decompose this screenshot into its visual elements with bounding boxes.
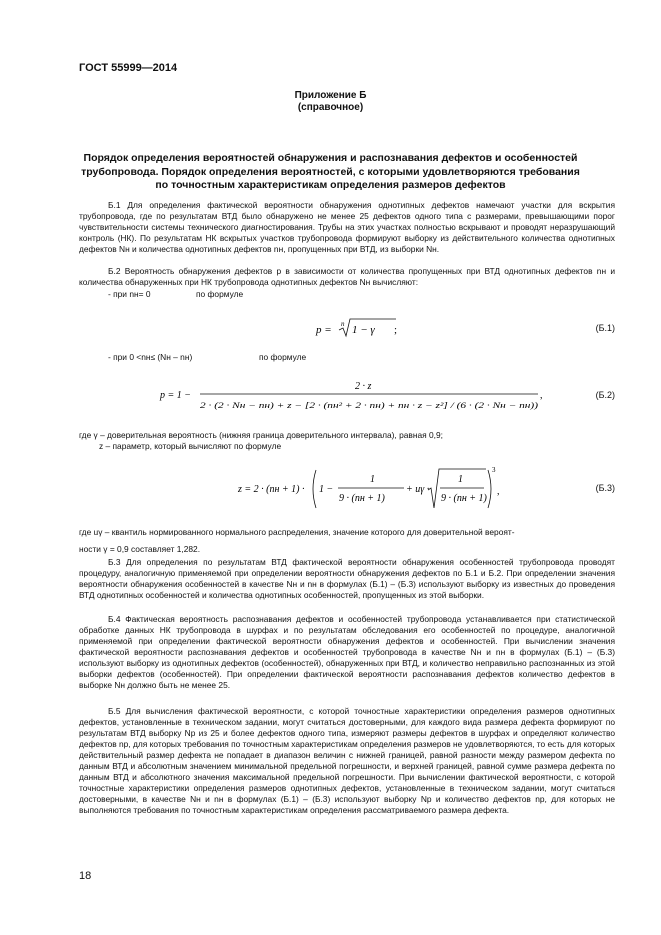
formula-b3-frac2-den: 9 · (nн + 1) <box>441 493 487 504</box>
formula-b3-frac1-den: 9 · (nн + 1) <box>339 493 385 504</box>
where-u-line1: где uγ – квантиль нормированного нормального распределения, значение которого для доверительной вероят- <box>79 527 515 537</box>
formula-b3-lhs: z = 2 · (nн + 1) · <box>238 484 305 495</box>
formula-b1 <box>316 318 426 343</box>
section-title-line1: Порядок определения вероятностей обнаружения и распознавания дефектов и особенностей <box>83 152 578 164</box>
formula-b3 <box>238 466 508 515</box>
case2-by-formula: по формуле <box>259 352 307 362</box>
paragraph-b5: Б.5 Для вычисления фактической вероятности, с которой точностные характеристики определения размеров однотипных дефектов, установленные в техническом задании, могут считаться достоверными, для каждого вида размера дефекта формируют по результатам ВТД выборку Nр из 25 и более дефектов одного типа, измеряют размеры дефектов в шурфах и определяют количество дефектов nр, для которых требования по точностным характеристикам определения размеров не удовлетворяются, то есть для которых действительный размер дефекта не попадает в диапазон величин с нижней границей, равной разности между размером дефекта по данным ВТД и абсолютным значением минимальной предельной погрешности, и верхней границей, равной сумме размера дефекта по данным ВТД и абсолютного значения максимальной предельной погрешности. При вычислении фактической вероятности, с которой точностные характеристики определения размеров однотипных дефектов, установленные в техническом задании, могут считаться достоверными, в качестве Nн и nн в формулах (Б.1) – (Б.3) используют выборку Nр и количество дефектов nр, для которых не выполняются требования по точностным характеристикам определения рассматриваемого размера дефекта. <box>79 706 615 815</box>
formula-b3-power: 3 <box>492 466 496 474</box>
paragraph-b1: Б.1 Для определения фактической вероятности обнаружения однотипных дефектов намечают участки для вскрытия трубопровода, где по результатам ВТД было обнаружено не менее 25 дефектов одного типа с размерами, превышающими порог чувствительности системы технического диагностирования. Трубы на этих участках полностью вскрывают и проводят неразрушающий контроль (НК). По результатам НК вскрытых участков трубопровода формируют выборку из действительного количества однотипных дефектов Nн и количества однотипных дефектов nн, пропущенных при ВТД, из выборки Nн. <box>79 200 615 254</box>
formula-b2-numerator: 2 · z <box>355 381 372 392</box>
section-title-line3: по точностным характеристикам определения размеров дефектов <box>155 179 506 191</box>
case1-condition: - при nн= 0 <box>108 289 151 299</box>
formula-b3-frac1-num: 1 <box>370 474 375 485</box>
annex-subtitle: (справочное) <box>297 102 364 113</box>
formula-b3-comma: , <box>497 486 500 497</box>
formula-b3-plus-u: + uγ · <box>406 484 430 495</box>
where-u-line2: ности γ = 0,9 составляет 1,282. <box>79 544 201 554</box>
formula-b2-comma: , <box>540 390 543 401</box>
formula-b1-lhs: p = <box>316 324 332 336</box>
formula-b1-root-index: n <box>341 320 345 328</box>
standard-header: ГОСТ 55999—2014 <box>79 62 178 74</box>
formula-b1-radicand: 1 − γ <box>352 324 375 336</box>
page-number: 18 <box>79 870 92 882</box>
paragraph-b3: Б.3 Для определения по результатам ВТД фактической вероятности обнаружения особенностей трубопровода проводят процедуру, аналогичную применяемой при определении вероятности обнаружения дефектов по Б.1 и Б.2. При определении значения вероятности обнаружения особенностей в качестве Nн и nн в формулах (Б.1) – (Б.3) используют выборку из известных до проведения ВТД однотипных особенностей и количества однотипных особенностей, пропущенных из этой выборки. <box>79 557 615 600</box>
formula-b2-denominator: 2 · (2 · Nн − nн) + z − [2 · (nн² + 2 · nн) + nн · z − z²] / (6 · (2 · Nн − nн)) <box>200 401 539 410</box>
equation-number-b3: (Б.3) <box>595 483 615 493</box>
formula-b1-svg <box>316 318 426 340</box>
paragraph-b4: Б.4 Фактическая вероятность распознавания дефектов и особенностей трубопровода устанавливается при статистической обработке данных НК трубопровода в шурфах и по результатам обследования его особенностей по процедуре, аналогичной применяемой при определении фактической вероятности обнаружения дефектов и особенностей. При вычислении значения фактической вероятности распознавания дефектов и особенностей трубопровода в качестве Nн и nн в формулах (Б.1) – (Б.3) используют выборку из однотипных дефектов (особенностей), обнаруженных при ВТД, и количество неправильно распознанных из этой выборки дефектов (особенностей). При определении фактической вероятности распознавания дефектов количество дефектов в выборке Nн должно быть не менее 25. <box>79 614 615 690</box>
section-title <box>60 152 601 193</box>
paragraph-b2: Б.2 Вероятность обнаружения дефектов p в зависимости от количества пропущенных при ВТД однотипных дефектов nн и количества обнаруженных при НК трубопровода однотипных дефектов Nн вычисляют: <box>79 266 615 287</box>
equation-number-b1: (Б.1) <box>595 323 615 333</box>
equation-number-b2: (Б.2) <box>595 390 615 400</box>
formula-b3-frac2-num: 1 <box>458 474 463 485</box>
formula-b2 <box>160 378 550 417</box>
left-paren <box>313 470 316 508</box>
where-z: z – параметр, который вычисляют по формуле <box>99 441 282 451</box>
section-title-line2: трубопровода. Порядок определения вероятностей, с которыми удовлетворяются требования <box>81 165 580 178</box>
formula-b2-svg <box>160 378 550 414</box>
case1-by-formula: по формуле <box>196 289 244 299</box>
formula-b3-one-minus: 1 − <box>319 484 334 495</box>
annex-title: Приложение Б <box>294 90 367 101</box>
formula-b3-svg <box>238 466 508 512</box>
case2-condition: - при 0 <nн≤ (Nн – nн) <box>108 352 193 362</box>
formula-b2-lhs: p = 1 − <box>160 390 191 401</box>
right-paren <box>488 470 491 508</box>
formula-b1-semicolon: ; <box>394 324 398 336</box>
where-gamma: где γ – доверительная вероятность (нижняя граница доверительного интервала), равная 0,9; <box>79 430 443 440</box>
